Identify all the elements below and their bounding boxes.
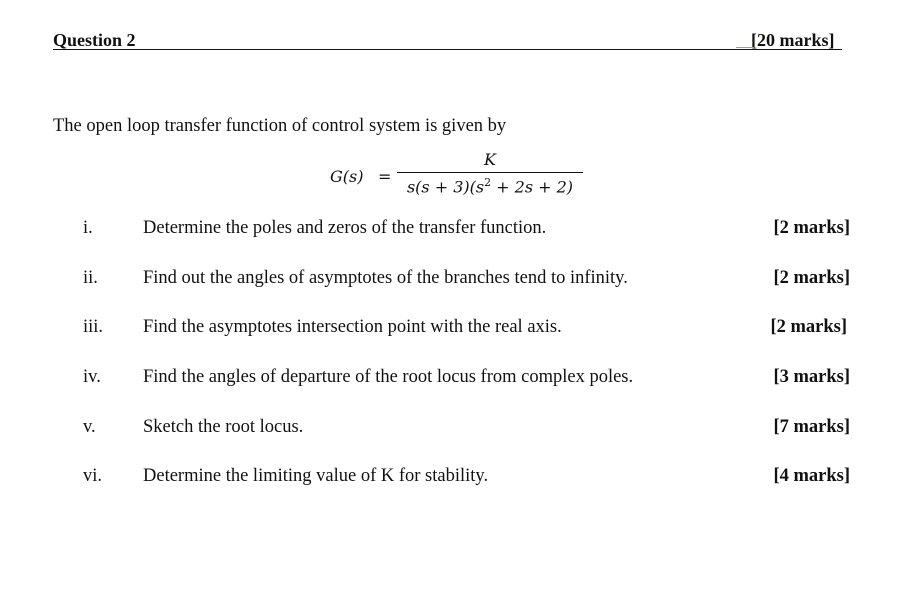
denominator-part1: s(s + 3)(s	[406, 177, 485, 197]
question-total-marks: [20 marks]	[751, 30, 835, 50]
item-marks: [2 marks]	[770, 317, 847, 337]
question-item	[0, 417, 899, 443]
equation-lhs: G(s)	[330, 167, 364, 186]
item-text: Determine the limiting value of K for stability.	[143, 466, 489, 486]
header-rule-accent	[736, 47, 754, 48]
item-marks: [2 marks]	[773, 268, 850, 288]
item-text: Sketch the root locus.	[143, 417, 304, 437]
equation-numerator: K	[484, 150, 496, 169]
question-item	[0, 367, 899, 393]
item-text: Find the asymptotes intersection point with the real axis.	[143, 317, 562, 337]
question-item	[0, 466, 899, 492]
item-number: ii.	[83, 268, 98, 288]
item-text: Find the angles of departure of the root locus from complex poles.	[143, 367, 634, 387]
item-marks: [4 marks]	[773, 466, 850, 486]
equation-denominator	[397, 176, 583, 196]
item-number: vi.	[83, 466, 103, 486]
denominator-exponent: 2	[484, 176, 492, 189]
fraction-bar	[397, 172, 583, 173]
header-rule	[53, 49, 842, 50]
item-text: Determine the poles and zeros of the transfer function.	[143, 218, 547, 238]
question-item	[0, 317, 899, 343]
equation-equals: =	[378, 167, 392, 186]
intro-text: The open loop transfer function of control system is given by	[53, 116, 507, 136]
item-number: i.	[83, 218, 93, 238]
item-number: iv.	[83, 367, 101, 387]
item-marks: [2 marks]	[773, 218, 850, 238]
item-text: Find out the angles of asymptotes of the branches tend to infinity.	[143, 268, 628, 288]
item-marks: [3 marks]	[773, 367, 850, 387]
question-item	[0, 268, 899, 294]
item-number: iii.	[83, 317, 104, 337]
question-item	[0, 218, 899, 244]
question-title: Question 2	[53, 30, 136, 50]
denominator-part2: + 2s + 2)	[491, 177, 574, 197]
item-marks: [7 marks]	[773, 417, 850, 437]
item-number: v.	[83, 417, 96, 437]
equation-fraction	[397, 150, 583, 196]
